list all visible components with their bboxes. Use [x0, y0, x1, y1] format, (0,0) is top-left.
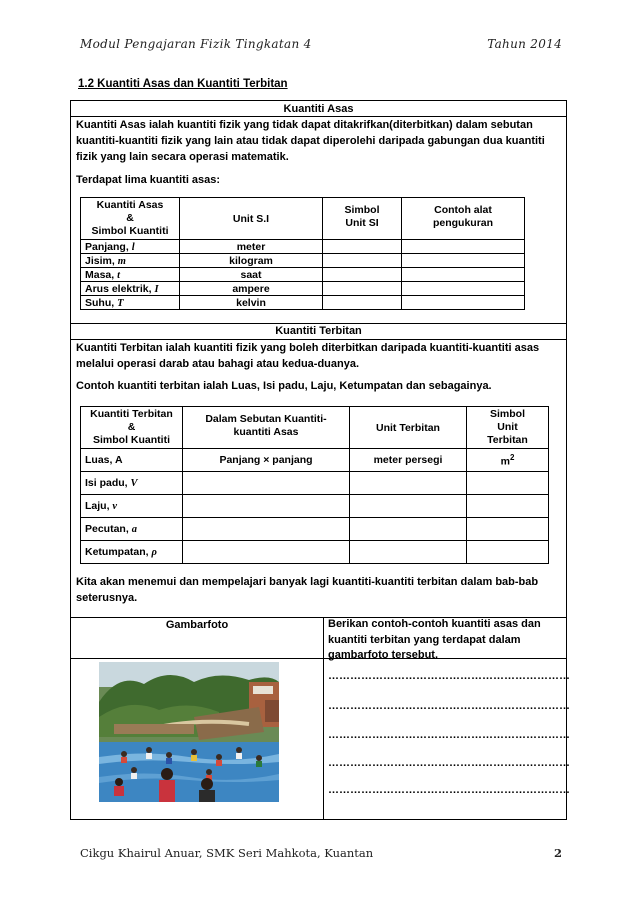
- symbol-cell: [467, 541, 549, 564]
- table-row: [81, 240, 525, 254]
- basis-cell: [183, 541, 350, 564]
- table-row: [81, 268, 525, 282]
- unit-cell: ampere: [180, 282, 323, 296]
- column-divider: [323, 617, 324, 819]
- unit-cell: meter: [180, 240, 323, 254]
- symbol-cell: [323, 254, 402, 268]
- quantity-cell: Jisim, m: [81, 254, 180, 268]
- table-row: [81, 282, 525, 296]
- instrument-cell: [402, 240, 525, 254]
- photo-heading: Gambarfoto: [165, 619, 229, 631]
- page-header-year: Tahun 2014: [487, 37, 562, 51]
- table-row: [81, 541, 549, 564]
- quantity-cell: Ketumpatan, ρ: [81, 541, 183, 564]
- unit-cell: meter persegi: [350, 449, 467, 472]
- terbitan-closing: Kita akan menemui dan mempelajari banyak lagi kuantiti-kuantiti terbitan dalam bab-bab seterusnya.: [76, 576, 539, 604]
- terbitan-col-quantity: Kuantiti Terbitan & Simbol Kuantiti: [81, 407, 183, 449]
- terbitan-definition: Kuantiti Terbitan ialah kuantiti fizik yang boleh diterbitkan daripada kuantiti-kuantiti asas melalui operasi darab atau bahagi atau kedua-duanya.: [76, 342, 540, 370]
- asas-col-symbol: Simbol Unit SI: [323, 198, 402, 240]
- symbol-cell: [323, 282, 402, 296]
- quantity-cell: Panjang, l: [81, 240, 180, 254]
- answer-line[interactable]: …………………………………………………………: [328, 757, 570, 769]
- asas-col-instrument: Contoh alat pengukuran: [402, 198, 525, 240]
- table-row: [81, 495, 549, 518]
- unit-cell: [350, 518, 467, 541]
- page-header-title: Modul Pengajaran Fizik Tingkatan 4: [80, 37, 312, 51]
- basis-cell: [183, 518, 350, 541]
- terbitan-col-unit: Unit Terbitan: [350, 407, 467, 449]
- symbol-cell: [467, 495, 549, 518]
- quantity-cell: Masa, t: [81, 268, 180, 282]
- unit-cell: [350, 472, 467, 495]
- instrument-cell: [402, 282, 525, 296]
- table-row: [81, 518, 549, 541]
- table-row: [81, 449, 549, 472]
- quantity-cell: Laju, v: [81, 495, 183, 518]
- answer-line[interactable]: …………………………………………………………: [328, 670, 570, 682]
- terbitan-table: [80, 406, 549, 564]
- asas-heading: Kuantiti Asas: [283, 103, 354, 115]
- table-row: [81, 254, 525, 268]
- symbol-cell: $m^2$: [467, 449, 549, 472]
- divider: [71, 658, 566, 659]
- quantity-cell: Pecutan, a: [81, 518, 183, 541]
- basis-cell: Panjang × panjang: [183, 449, 350, 472]
- asas-col-quantity: Kuantiti Asas & Simbol Kuantiti: [81, 198, 180, 240]
- asas-intro: Terdapat lima kuantiti asas:: [76, 174, 221, 186]
- table-row: [81, 472, 549, 495]
- terbitan-col-symbol: Simbol Unit Terbitan: [467, 407, 549, 449]
- symbol-cell: [323, 268, 402, 282]
- terbitan-col-basis: Dalam Sebutan Kuantiti- kuantiti Asas: [183, 407, 350, 449]
- basis-cell: [183, 495, 350, 518]
- symbol-cell: [467, 472, 549, 495]
- unit-cell: kelvin: [180, 296, 323, 310]
- unit-cell: saat: [180, 268, 323, 282]
- quantity-cell: Suhu, T: [81, 296, 180, 310]
- answer-line[interactable]: …………………………………………………………: [328, 784, 570, 796]
- quantity-cell: Arus elektrik, I: [81, 282, 180, 296]
- quantity-cell: Isi padu, V: [81, 472, 183, 495]
- unit-cell: [350, 541, 467, 564]
- waterpark-photo: [99, 662, 279, 802]
- page-number: 2: [553, 846, 562, 860]
- unit-cell: kilogram: [180, 254, 323, 268]
- content-frame: [70, 100, 570, 820]
- divider: [71, 323, 566, 324]
- terbitan-heading: Kuantiti Terbitan: [275, 325, 362, 337]
- answer-line[interactable]: …………………………………………………………: [328, 700, 570, 712]
- instrument-cell: [402, 268, 525, 282]
- asas-table: [80, 197, 525, 310]
- asas-definition: Kuantiti Asas ialah kuantiti fizik yang tidak dapat ditakrifkan(diterbitkan) dalam sebutan kuantiti-kuantiti fizik yang lain atau tidak dapat diperolehi daripada gabungan dua kuantiti fizik yang lain secara operasi matematik.: [76, 119, 545, 163]
- instrument-cell: [402, 254, 525, 268]
- quantity-cell: Luas, A: [81, 449, 183, 472]
- unit-cell: [350, 495, 467, 518]
- answer-line[interactable]: …………………………………………………………: [328, 729, 570, 741]
- section-title: 1.2 Kuantiti Asas dan Kuantiti Terbitan: [78, 78, 288, 90]
- symbol-cell: [323, 296, 402, 310]
- footer-author: Cikgu Khairul Anuar, SMK Seri Mahkota, Kuantan: [80, 846, 374, 860]
- symbol-cell: [323, 240, 402, 254]
- basis-cell: [183, 472, 350, 495]
- terbitan-examples: Contoh kuantiti terbitan ialah Luas, Isi padu, Laju, Ketumpatan dan sebagainya.: [76, 380, 492, 392]
- asas-col-unit: Unit S.I: [180, 198, 323, 240]
- symbol-cell: [467, 518, 549, 541]
- photo-question: Berikan contoh-contoh kuantiti asas dan kuantiti terbitan yang terdapat dalam gambarfoto tersebut.: [328, 618, 541, 661]
- instrument-cell: [402, 296, 525, 310]
- table-row: [81, 296, 525, 310]
